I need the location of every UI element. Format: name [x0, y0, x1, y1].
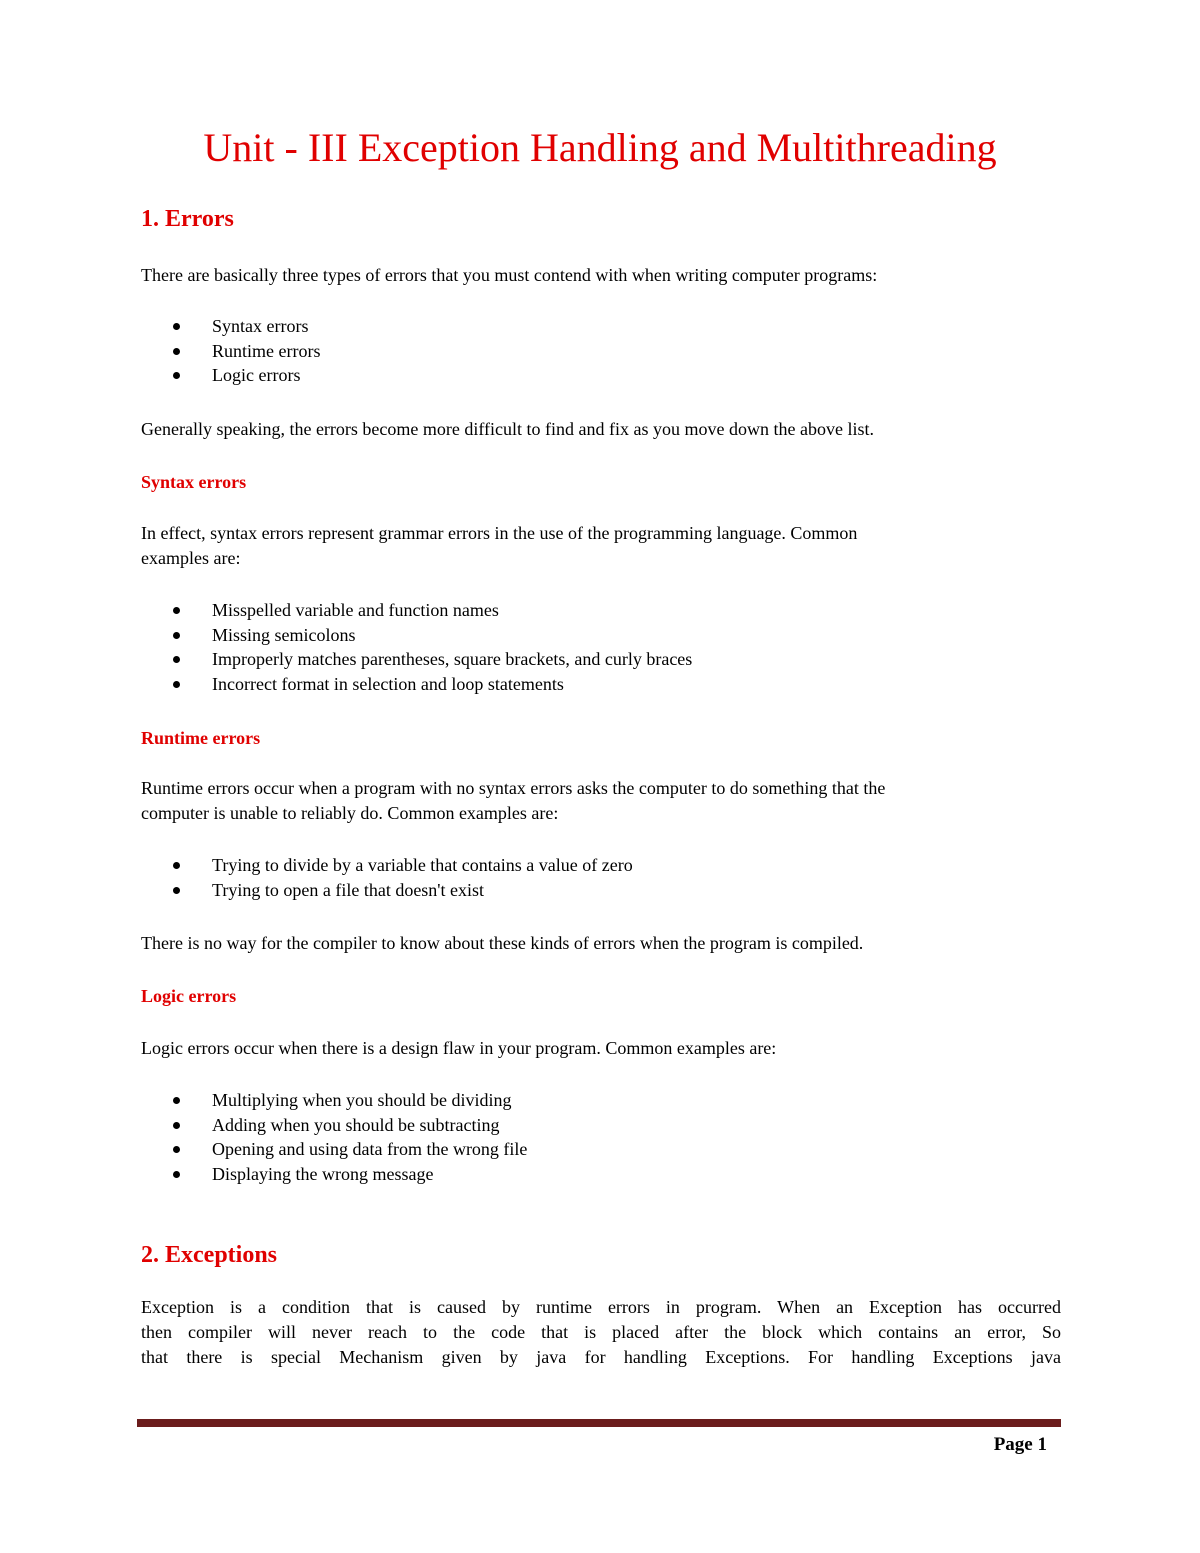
bullet-icon — [173, 348, 180, 355]
list-item: Incorrect format in selection and loop statements — [141, 672, 692, 697]
bullet-icon — [173, 632, 180, 639]
list-item: Adding when you should be subtracting — [141, 1113, 527, 1138]
bullet-icon — [173, 887, 180, 894]
runtime-errors-note: There is no way for the compiler to know about these kinds of errors when the program is compiled. — [141, 933, 864, 953]
bullet-icon — [173, 1171, 180, 1178]
bullet-icon — [173, 656, 180, 663]
list-item: Missing semicolons — [141, 623, 692, 648]
exceptions-paragraph: Exception is a condition that is caused by runtime errors in program. When an Exception has occurred then compiler will never reach to the code that is placed after the block which contains an error, So that there is special Mechanism given by java for handling Exceptions. For handling Exceptions java — [141, 1297, 1061, 1367]
list-item: Misspelled variable and function names — [141, 598, 692, 623]
errors-summary: Generally speaking, the errors become more difficult to find and fix as you move down the above list. — [141, 419, 874, 439]
bullet-icon — [173, 607, 180, 614]
bullet-icon — [173, 681, 180, 688]
subheading-logic-errors: Logic errors — [141, 986, 237, 1006]
list-item: Trying to divide by a variable that contains a value of zero — [141, 853, 633, 878]
bullet-icon — [173, 1097, 180, 1104]
list-item: Opening and using data from the wrong file — [141, 1137, 527, 1162]
section-heading-exceptions: 2. Exceptions — [141, 1242, 278, 1268]
list-item: Runtime errors — [141, 339, 320, 364]
runtime-examples-list — [141, 853, 633, 902]
list-item: Displaying the wrong message — [141, 1162, 527, 1187]
section-heading-errors: 1. Errors — [141, 206, 234, 232]
page-title: Unit - III Exception Handling and Multithreading — [203, 125, 997, 170]
bullet-icon — [173, 372, 180, 379]
logic-errors-description: Logic errors occur when there is a design flaw in your program. Common examples are: — [141, 1038, 777, 1058]
bullet-icon — [173, 323, 180, 330]
subheading-runtime-errors: Runtime errors — [141, 728, 261, 748]
error-types-list — [141, 314, 320, 388]
errors-intro: There are basically three types of errors that you must contend with when writing computer programs: — [141, 265, 878, 285]
syntax-examples-list — [141, 598, 692, 696]
syntax-errors-description: In effect, syntax errors represent grammar errors in the use of the programming language. Common examples are: — [141, 523, 858, 568]
list-item: Syntax errors — [141, 314, 320, 339]
subheading-syntax-errors: Syntax errors — [141, 472, 247, 492]
list-item: Improperly matches parentheses, square brackets, and curly braces — [141, 647, 692, 672]
bullet-icon — [173, 862, 180, 869]
bullet-icon — [173, 1146, 180, 1153]
footer-rule — [137, 1419, 1061, 1427]
list-item: Multiplying when you should be dividing — [141, 1088, 527, 1113]
logic-examples-list — [141, 1088, 527, 1186]
page-number: Page 1 — [993, 1434, 1047, 1455]
runtime-errors-description: Runtime errors occur when a program with no syntax errors asks the computer to do something that the computer is unable to reliably do. Common examples are: — [141, 778, 886, 823]
list-item: Logic errors — [141, 363, 320, 388]
list-item: Trying to open a file that doesn't exist — [141, 878, 633, 903]
bullet-icon — [173, 1122, 180, 1129]
